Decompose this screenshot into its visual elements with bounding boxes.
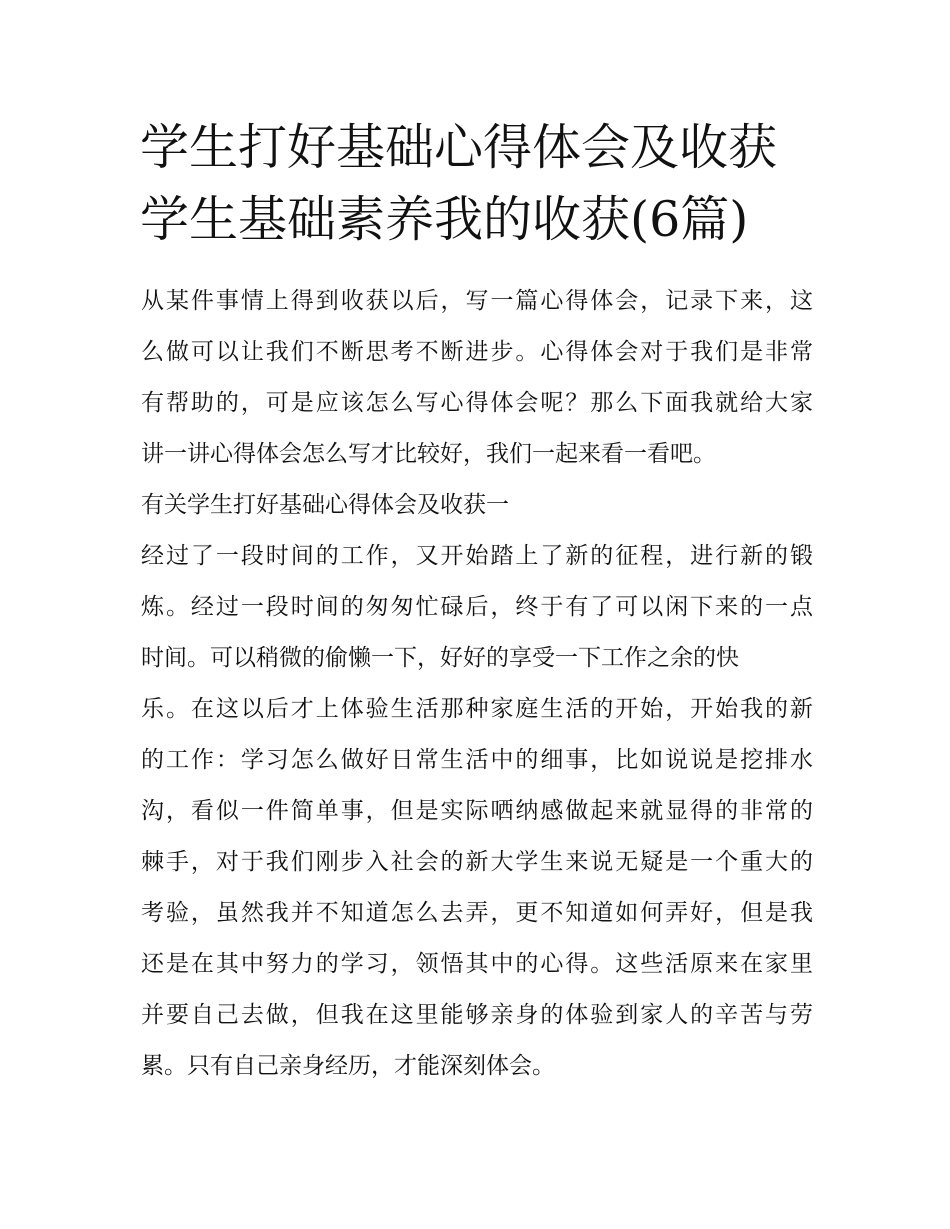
body-line-9: 还是在其中努力的学习，领悟其中的心得。这些活原来在家里 (141, 951, 813, 977)
body-line-1: 经过了一段时间的工作，又开始踏上了新的征程，进行新的锻 (141, 543, 813, 569)
section-heading: 有关学生打好基础心得体会及收获一 (141, 492, 509, 518)
body-line-11: 累。只有自己亲身经历，才能深刻体会。 (141, 1053, 555, 1079)
body-line-8: 考验，虽然我并不知道怎么去弄，更不知道如何弄好，但是我 (141, 900, 813, 926)
body-line-3: 时间。可以稍微的偷懒一下，好好的享受一下工作之余的快 (141, 645, 739, 671)
body-line-2: 炼。经过一段时间的匆匆忙碌后，终于有了可以闲下来的一点 (141, 594, 813, 620)
body-line-4: 乐。在这以后才上体验生活那种家庭生活的开始，开始我的新 (141, 696, 813, 722)
body-line-10: 并要自己去做，但我在这里能够亲身的体验到家人的辛苦与劳 (141, 1002, 813, 1028)
intro-line-3: 有帮助的，可是应该怎么写心得体会呢？那么下面我就给大家 (141, 390, 813, 416)
intro-line-4: 讲一讲心得体会怎么写才比较好，我们一起来看一看吧。 (141, 441, 716, 467)
body-line-5: 的工作：学习怎么做好日常生活中的细事，比如说说是挖排水 (141, 747, 813, 773)
title-line-1: 学生打好基础心得体会及收获 (140, 119, 778, 176)
body-line-6: 沟，看似一件简单事，但是实际哂纳感做起来就显得的非常的 (141, 798, 813, 824)
body-line-7: 棘手，对于我们刚步入社会的新大学生来说无疑是一个重大的 (141, 849, 813, 875)
title-line-2: 学生基础素养我的收获(6篇) (140, 191, 749, 248)
intro-line-2: 么做可以让我们不断思考不断进步。心得体会对于我们是非常 (141, 339, 813, 365)
intro-line-1: 从某件事情上得到收获以后，写一篇心得体会，记录下来，这 (141, 288, 813, 314)
document-title (140, 112, 820, 256)
